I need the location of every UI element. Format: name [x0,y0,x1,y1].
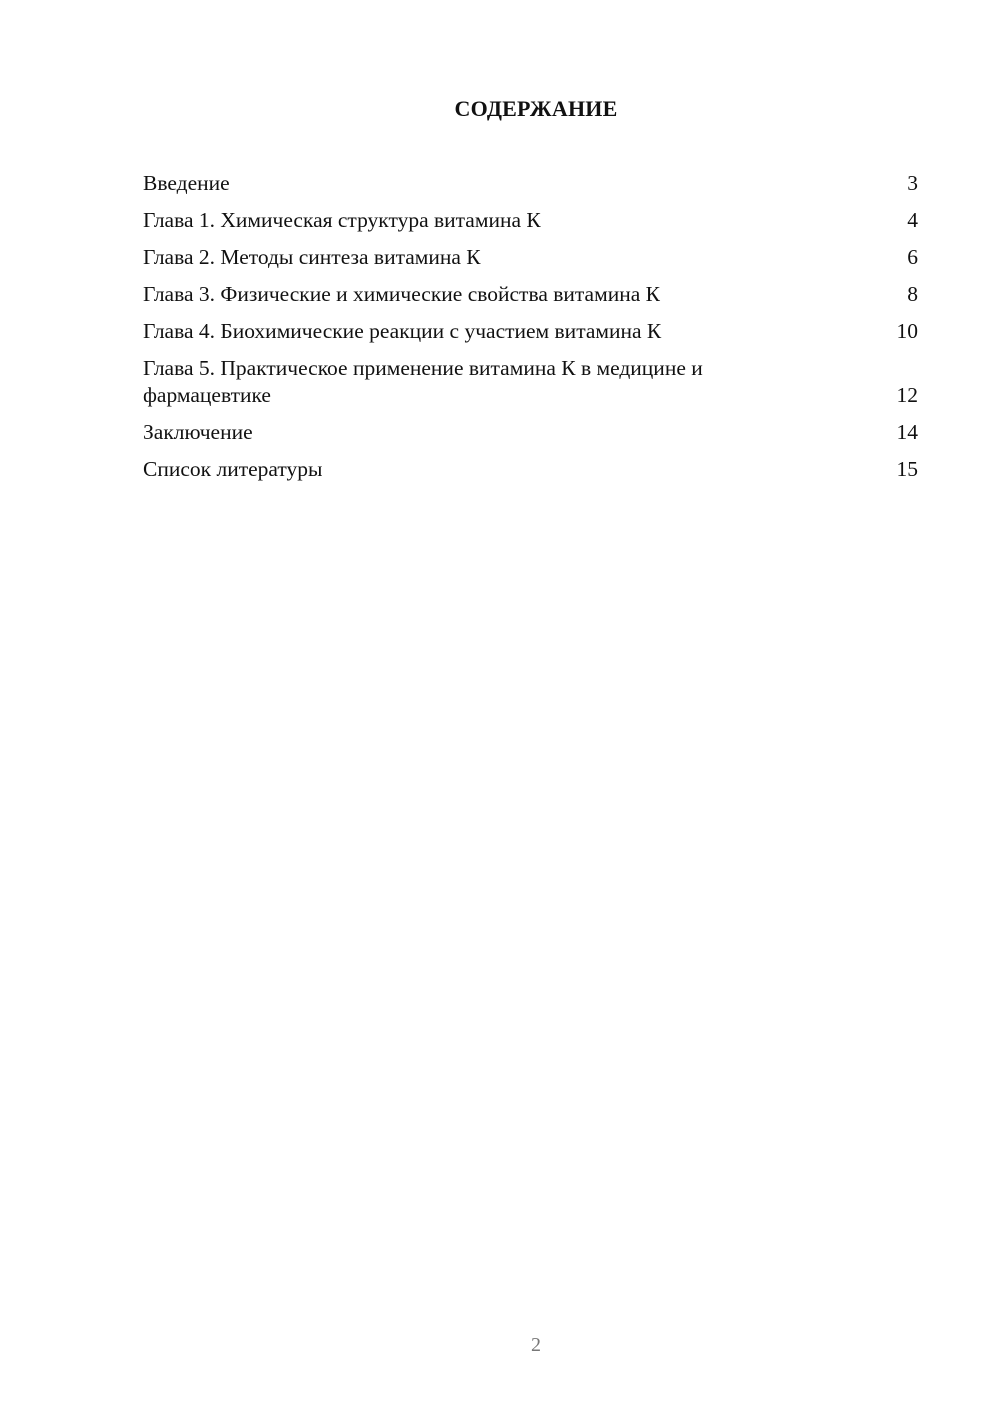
toc-entry-page: 3 [907,171,918,195]
toc-entry-page: 8 [907,282,918,306]
toc-entry-page: 6 [907,245,918,269]
toc-entry-page: 15 [896,457,918,481]
toc-entry[interactable] [143,419,918,446]
toc-entry-title: Список литературы [143,457,323,481]
page-number: 2 [531,1334,541,1356]
toc-entry-title: Глава 1. Химическая структура витамина К [143,208,541,232]
toc-entry-title: Глава 5. Практическое применение витамина К в медицине и фармацевтике [143,356,703,407]
toc-entry[interactable] [143,244,918,271]
toc-entry-title: Глава 3. Физические и химические свойства витамина К [143,282,660,306]
toc-entry-title: Введение [143,171,230,195]
toc-entry[interactable] [143,281,918,308]
toc-entry[interactable] [143,318,918,345]
page-title: СОДЕРЖАНИЕ [454,96,618,121]
table-of-contents [143,170,918,493]
toc-entry[interactable] [143,207,918,234]
toc-entry-page: 4 [907,208,918,232]
toc-entry-title: Глава 4. Биохимические реакции с участием витамина К [143,319,662,343]
toc-entry-title: Глава 2. Методы синтеза витамина К [143,245,481,269]
toc-entry-title: Заключение [143,420,253,444]
toc-entry[interactable] [143,456,918,483]
toc-entry-page: 14 [896,420,918,444]
toc-entry-page: 12 [896,383,918,407]
toc-entry-page: 10 [896,319,918,343]
toc-entry[interactable] [143,170,918,197]
toc-entry[interactable] [143,355,918,409]
